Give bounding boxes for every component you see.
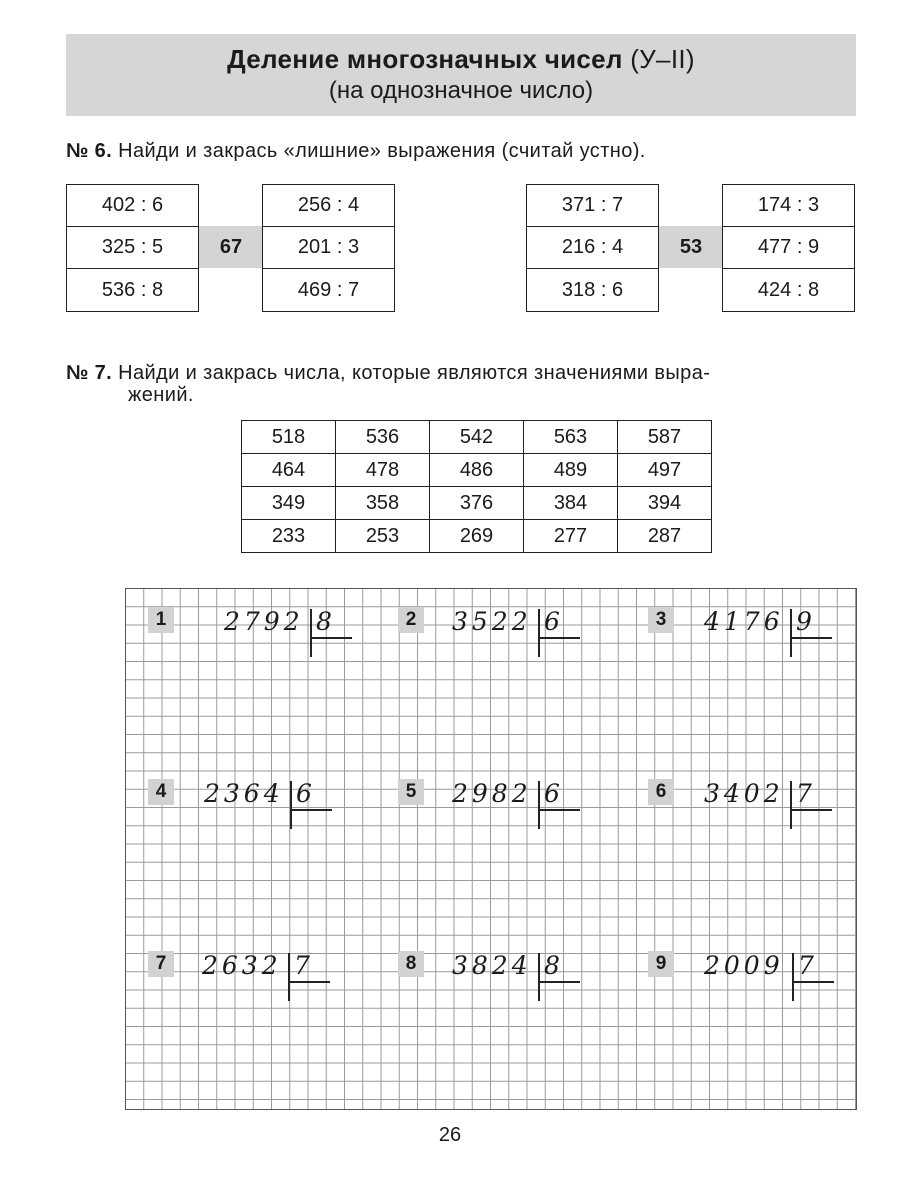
division-problem-7[interactable] [148, 949, 348, 1009]
expression-cell[interactable]: 256 : 4 [263, 185, 394, 227]
target-value: 53 [659, 226, 723, 268]
number-cell[interactable]: 349 [242, 487, 336, 520]
divisor: 8 [544, 951, 560, 980]
division-bar [792, 953, 794, 1001]
division-bar [790, 781, 792, 829]
division-problem-1[interactable] [148, 605, 348, 665]
number-cell[interactable]: 233 [242, 520, 336, 553]
dividend: 3522 [452, 607, 532, 636]
number-cell[interactable]: 269 [430, 520, 524, 553]
division-bar [288, 953, 290, 1001]
quotient-line [288, 981, 330, 983]
expression-cell[interactable]: 216 : 4 [527, 227, 658, 269]
target-value: 67 [199, 226, 263, 268]
divisor: 6 [544, 779, 560, 808]
expression-cell[interactable]: 201 : 3 [263, 227, 394, 269]
expression-cell[interactable]: 402 : 6 [67, 185, 198, 227]
task-6-number: № 6. [66, 140, 113, 162]
table-row [242, 487, 712, 520]
dividend: 2364 [204, 779, 284, 808]
divisor: 9 [796, 607, 812, 636]
divisor: 7 [294, 951, 310, 980]
title-text: Деление многозначных чисел [227, 44, 623, 74]
number-cell[interactable]: 497 [618, 454, 712, 487]
quotient-line [790, 637, 832, 639]
expression-cell[interactable]: 424 : 8 [757, 278, 820, 301]
expression-column [262, 184, 395, 312]
dividend: 3402 [704, 779, 784, 808]
number-cell[interactable]: 358 [336, 487, 430, 520]
problem-label: 5 [398, 779, 424, 805]
number-cell[interactable]: 376 [430, 487, 524, 520]
division-problem-8[interactable] [398, 949, 598, 1009]
division-bar [538, 781, 540, 829]
expression-column [526, 184, 659, 312]
number-cell[interactable]: 542 [430, 421, 524, 454]
expression-cell[interactable]: 477 : 9 [723, 227, 854, 269]
quotient-line [538, 981, 580, 983]
table-row [242, 520, 712, 553]
squared-work-area[interactable] [125, 588, 857, 1110]
expression-column [722, 184, 855, 312]
division-bar [538, 953, 540, 1001]
problem-label: 6 [648, 779, 674, 805]
problem-label: 3 [648, 607, 674, 633]
number-cell[interactable]: 518 [242, 421, 336, 454]
number-cell[interactable]: 394 [618, 487, 712, 520]
expression-column [66, 184, 199, 312]
division-problem-4[interactable] [148, 777, 348, 837]
task-7-number: № 7. [66, 362, 113, 384]
title-banner [66, 34, 856, 116]
divisor: 7 [798, 951, 814, 980]
answer-numbers-table [241, 420, 712, 553]
division-problem-2[interactable] [398, 605, 598, 665]
quotient-line [790, 809, 832, 811]
divisor: 6 [544, 607, 560, 636]
number-cell[interactable]: 287 [618, 520, 712, 553]
problem-label: 1 [148, 607, 174, 633]
task-7-text-line-1: Найди и закрась числа, которые являются значениями выра- [118, 362, 711, 384]
division-bar [290, 781, 292, 829]
division-problem-5[interactable] [398, 777, 598, 837]
dividend: 2792 [224, 607, 304, 636]
quotient-line [792, 981, 834, 983]
task-6-instruction [66, 140, 646, 162]
expression-cell[interactable]: 536 : 8 [101, 278, 164, 301]
divisor: 7 [796, 779, 812, 808]
variant-label: (У–II) [630, 44, 695, 74]
page-title [66, 44, 856, 75]
dividend: 3824 [452, 951, 532, 980]
quotient-line [310, 637, 352, 639]
task-7-instruction [66, 362, 856, 406]
task-6-text: Найди и закрась «лишние» выражения (считай устно). [118, 140, 646, 162]
division-problem-9[interactable] [648, 949, 848, 1009]
dividend: 2982 [452, 779, 532, 808]
dividend: 4176 [704, 607, 784, 636]
number-cell[interactable]: 464 [242, 454, 336, 487]
task-7-text-line-2: жений. [128, 384, 194, 406]
problem-label: 7 [148, 951, 174, 977]
number-cell[interactable]: 563 [524, 421, 618, 454]
number-cell[interactable]: 486 [430, 454, 524, 487]
number-cell[interactable]: 277 [524, 520, 618, 553]
number-cell[interactable]: 536 [336, 421, 430, 454]
number-cell[interactable]: 384 [524, 487, 618, 520]
number-cell[interactable]: 478 [336, 454, 430, 487]
division-problem-6[interactable] [648, 777, 848, 837]
number-cell[interactable]: 489 [524, 454, 618, 487]
problem-label: 2 [398, 607, 424, 633]
division-problem-3[interactable] [648, 605, 848, 665]
problem-label: 4 [148, 779, 174, 805]
expression-cell[interactable]: 318 : 6 [561, 278, 624, 301]
number-cell[interactable]: 253 [336, 520, 430, 553]
quotient-line [538, 637, 580, 639]
dividend: 2632 [202, 951, 282, 980]
expression-cell[interactable]: 469 : 7 [297, 278, 360, 301]
expression-cell[interactable]: 174 : 3 [723, 185, 854, 227]
page-number: 26 [438, 1124, 462, 1146]
expression-cell[interactable]: 325 : 5 [67, 227, 198, 269]
task-6-left-group [66, 184, 396, 312]
number-cell[interactable]: 587 [618, 421, 712, 454]
task-6-right-group [526, 184, 856, 312]
problem-label: 9 [648, 951, 674, 977]
divisor: 6 [296, 779, 312, 808]
table-row [242, 454, 712, 487]
page-subtitle: (на однозначное число) [328, 77, 594, 104]
quotient-line [538, 809, 580, 811]
expression-cell[interactable]: 371 : 7 [527, 185, 658, 227]
division-bar [310, 609, 312, 657]
division-bar [790, 609, 792, 657]
table-row [242, 421, 712, 454]
divisor: 8 [316, 607, 332, 636]
problem-label: 8 [398, 951, 424, 977]
quotient-line [290, 809, 332, 811]
dividend: 2009 [704, 951, 784, 980]
division-bar [538, 609, 540, 657]
